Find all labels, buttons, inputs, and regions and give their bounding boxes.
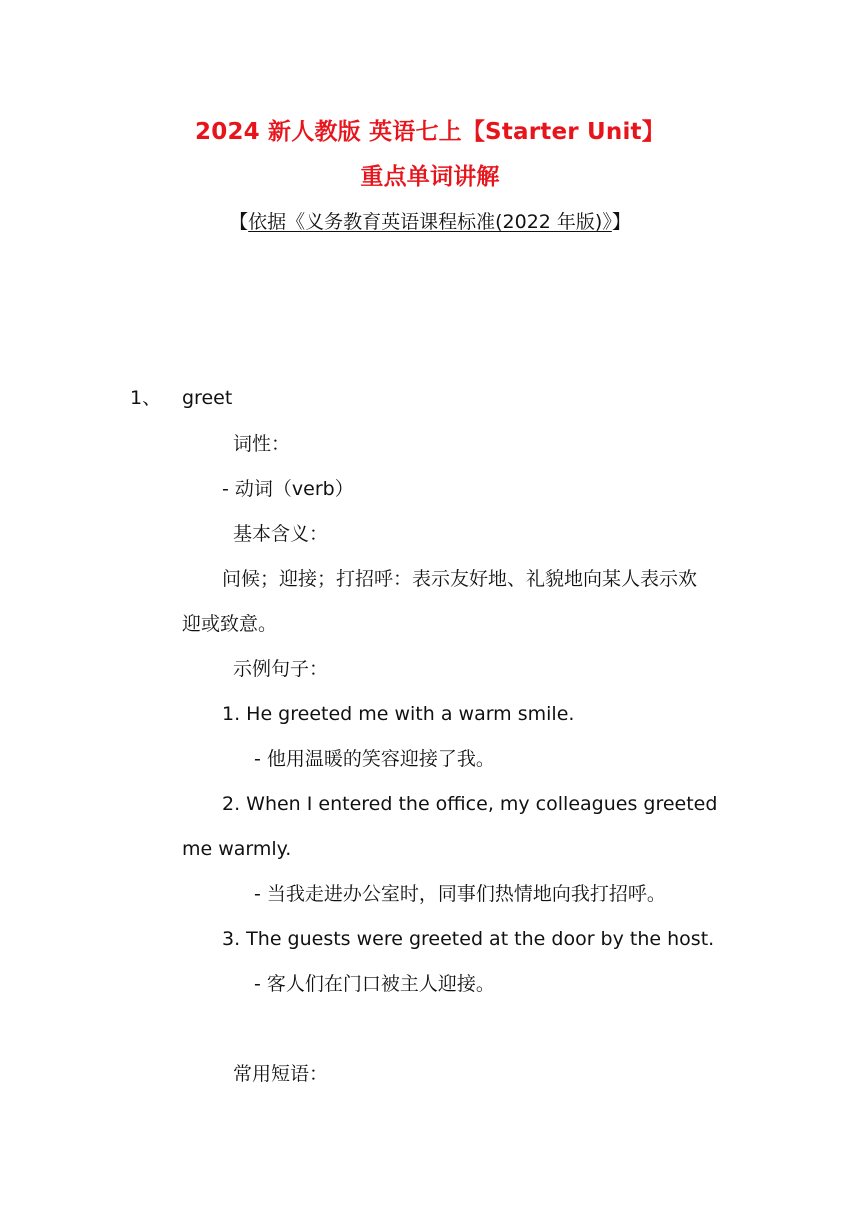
example-2-en: 2. When I entered the office, my colleagues greeted xyxy=(222,793,718,815)
pos-value: - 动词（verb） xyxy=(222,478,354,500)
meaning-line-1: 问候；迎接；打招呼：表示友好地、礼貌地向某人表示欢 xyxy=(222,568,698,590)
example-1-en: 1. He greeted me with a warm smile. xyxy=(222,703,575,725)
curriculum-basis xyxy=(0,207,860,234)
phrases-label: 常用短语： xyxy=(233,1063,329,1085)
document-title: 2024 新人教版 英语七上【Starter Unit】 xyxy=(195,119,665,145)
example-2-zh: - 当我走进办公室时，同事们热情地向我打招呼。 xyxy=(254,883,666,905)
entry-number: 1、 xyxy=(130,387,162,409)
meaning-line-2: 迎或致意。 xyxy=(182,613,278,635)
document-subtitle: 重点单词讲解 xyxy=(360,164,500,190)
basis-text: 依据《义务教育英语课程标准(2022 年版)》 xyxy=(248,211,612,233)
example-3-en: 3. The guests were greeted at the door by the host. xyxy=(222,928,715,950)
basis-close-bracket: 】 xyxy=(611,211,631,233)
entry-word: greet xyxy=(182,387,233,409)
example-2-en-cont: me warmly. xyxy=(182,838,292,860)
meaning-label: 基本含义： xyxy=(233,523,329,545)
basis-open-bracket: 【 xyxy=(229,211,249,233)
pos-label: 词性： xyxy=(233,433,291,455)
examples-label: 示例句子： xyxy=(233,658,329,680)
example-1-zh: - 他用温暖的笑容迎接了我。 xyxy=(254,748,495,770)
example-3-zh: - 客人们在门口被主人迎接。 xyxy=(254,973,495,995)
